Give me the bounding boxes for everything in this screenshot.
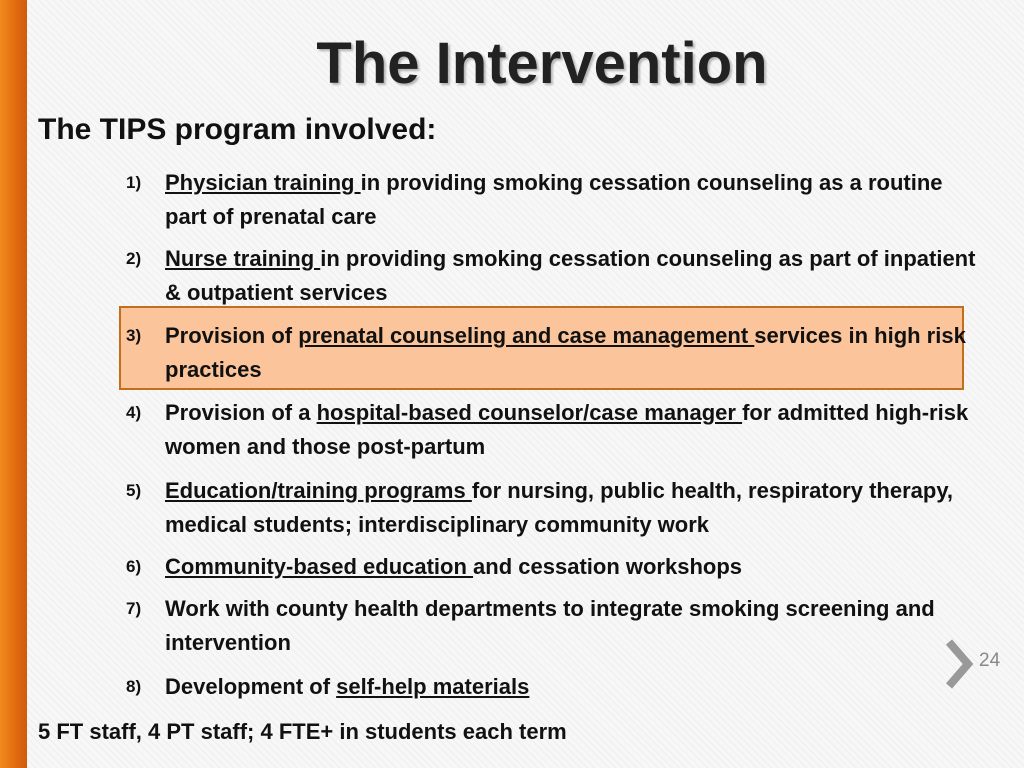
item-text: for admitted high-risk women and those post-partum [165, 400, 969, 459]
item-emphasis: Community-based education [165, 554, 474, 579]
item-number: 6) [126, 557, 142, 576]
item-text: Work with county health departments to integrate smoking screening and intervention [165, 596, 935, 655]
item-number: 1) [126, 173, 142, 192]
item-text: services in high risk practices [165, 323, 966, 382]
item-text: for nursing, public health, respiratory therapy, medical students; interdisciplinary community work [165, 478, 954, 537]
item-text: Provision of [165, 323, 299, 348]
item-text: in providing smoking cessation counseling as part of inpatient & outpatient services [165, 246, 976, 305]
item-emphasis: hospital-based counselor/case manager [316, 400, 743, 425]
item-number: 2) [126, 249, 142, 268]
item-text: in providing smoking cessation counseling as a routine part of prenatal care [165, 170, 943, 229]
item-text: and cessation workshops [473, 554, 743, 579]
slide-title: The Intervention [316, 31, 768, 96]
left-accent-bar [0, 0, 27, 768]
item-number: 8) [126, 677, 142, 696]
item-emphasis: Physician training [165, 170, 361, 195]
item-number: 3) [126, 326, 142, 345]
item-number: 7) [126, 599, 142, 618]
item-emphasis: Education/training programs [165, 478, 472, 503]
footer-note: 5 FT staff, 4 PT staff; 4 FTE+ in students each term [38, 719, 567, 744]
item-text: Development of [165, 674, 337, 699]
chevron-right-icon [944, 638, 974, 690]
item-number: 4) [126, 403, 142, 422]
item-text: Provision of a [165, 400, 317, 425]
item-number: 5) [126, 481, 142, 500]
item-emphasis: prenatal counseling and case management [298, 323, 755, 348]
item-emphasis: Nurse training [165, 246, 321, 271]
page-number: 24 [979, 650, 1001, 671]
lead-text: The TIPS program involved: [38, 113, 437, 146]
item-emphasis: self-help materials [336, 674, 530, 699]
